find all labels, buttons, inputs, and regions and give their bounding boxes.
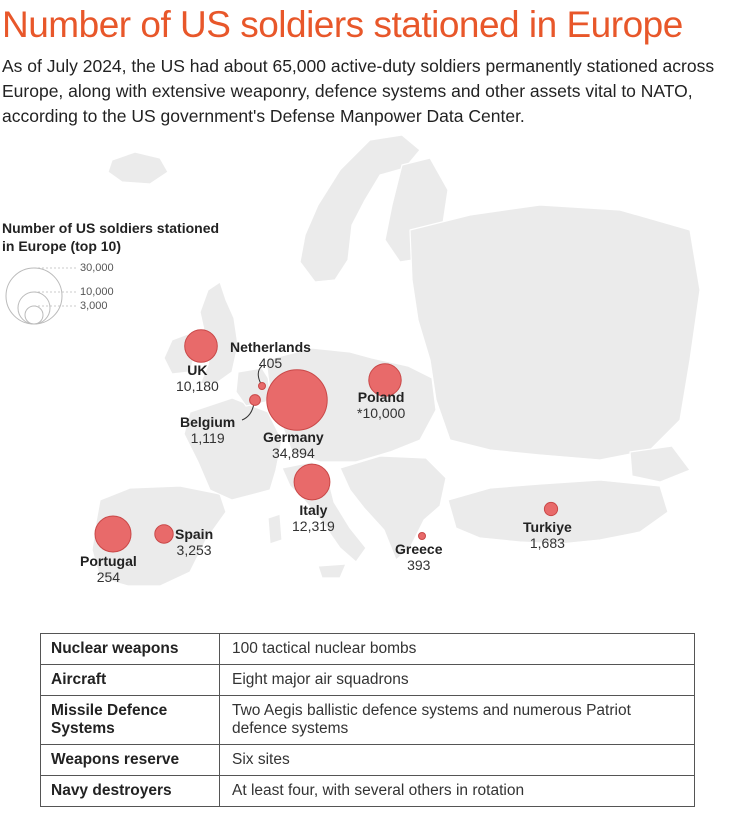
sicily-shape [318, 564, 346, 578]
legend-title: Number of US soldiers stationed in Europe (top 10) [2, 220, 220, 254]
legend-circle-3000 [25, 306, 43, 324]
asset-label: Weapons reserve [41, 745, 220, 776]
bubble-portugal [95, 516, 131, 552]
asset-label: Navy destroyers [41, 776, 220, 807]
label-poland: Poland *10,000 [357, 389, 406, 421]
legend-value-10000: 10,000 [80, 286, 114, 298]
asset-detail: At least four, with several others in rotation [220, 776, 695, 807]
eastern-europe-shape [410, 205, 700, 460]
bubble-turkiye [544, 502, 557, 515]
label-spain: Spain 3,253 [175, 526, 214, 558]
caucasus-shape [630, 446, 690, 482]
table-row [41, 745, 695, 776]
legend-circle-30000 [6, 268, 62, 324]
bubble-germany [267, 370, 327, 430]
iceland-shape [108, 152, 168, 184]
asset-detail: Two Aegis ballistic defence systems and numerous Patriot defence systems [220, 696, 695, 745]
bubble-italy [294, 464, 330, 500]
bubble-uk [185, 330, 218, 363]
bubble-belgium [250, 395, 261, 406]
bubble-greece [419, 533, 426, 540]
legend-circles [6, 268, 62, 324]
table-row [41, 665, 695, 696]
page-title: Number of US soldiers stationed in Europe [2, 4, 683, 45]
legend-value-3000: 3,000 [80, 300, 108, 312]
label-germany: Germany 34,894 [263, 429, 324, 461]
label-turkiye: Turkiye 1,683 [523, 519, 572, 551]
label-netherlands: Netherlands 405 [230, 339, 311, 371]
asset-label: Missile Defence Systems [41, 696, 220, 745]
legend-leader-lines [34, 268, 78, 306]
asset-detail: Six sites [220, 745, 695, 776]
bubble-netherlands [259, 383, 266, 390]
bubble-spain [155, 525, 173, 543]
asset-label: Aircraft [41, 665, 220, 696]
label-uk: UK 10,180 [176, 362, 219, 394]
asset-detail: 100 tactical nuclear bombs [220, 634, 695, 665]
assets-table [40, 633, 695, 807]
table-row [41, 776, 695, 807]
intro-paragraph: As of July 2024, the US had about 65,000 active-duty soldiers permanently stationed across Europe, along with extensive weaponry, defence systems and other assets vital to NATO, according to the US government's Defense Manpower Data Center. [2, 56, 715, 126]
asset-detail: Eight major air squadrons [220, 665, 695, 696]
asset-label: Nuclear weapons [41, 634, 220, 665]
sardinia-shape [268, 514, 282, 544]
label-portugal: Portugal 254 [80, 553, 137, 585]
legend-circle-10000 [18, 292, 50, 324]
label-belgium: Belgium 1,119 [180, 414, 236, 446]
label-greece: Greece 393 [395, 541, 443, 573]
table-row [41, 634, 695, 665]
legend-value-30000: 30,000 [80, 262, 114, 274]
table-row [41, 696, 695, 745]
label-italy: Italy 12,319 [292, 502, 335, 534]
